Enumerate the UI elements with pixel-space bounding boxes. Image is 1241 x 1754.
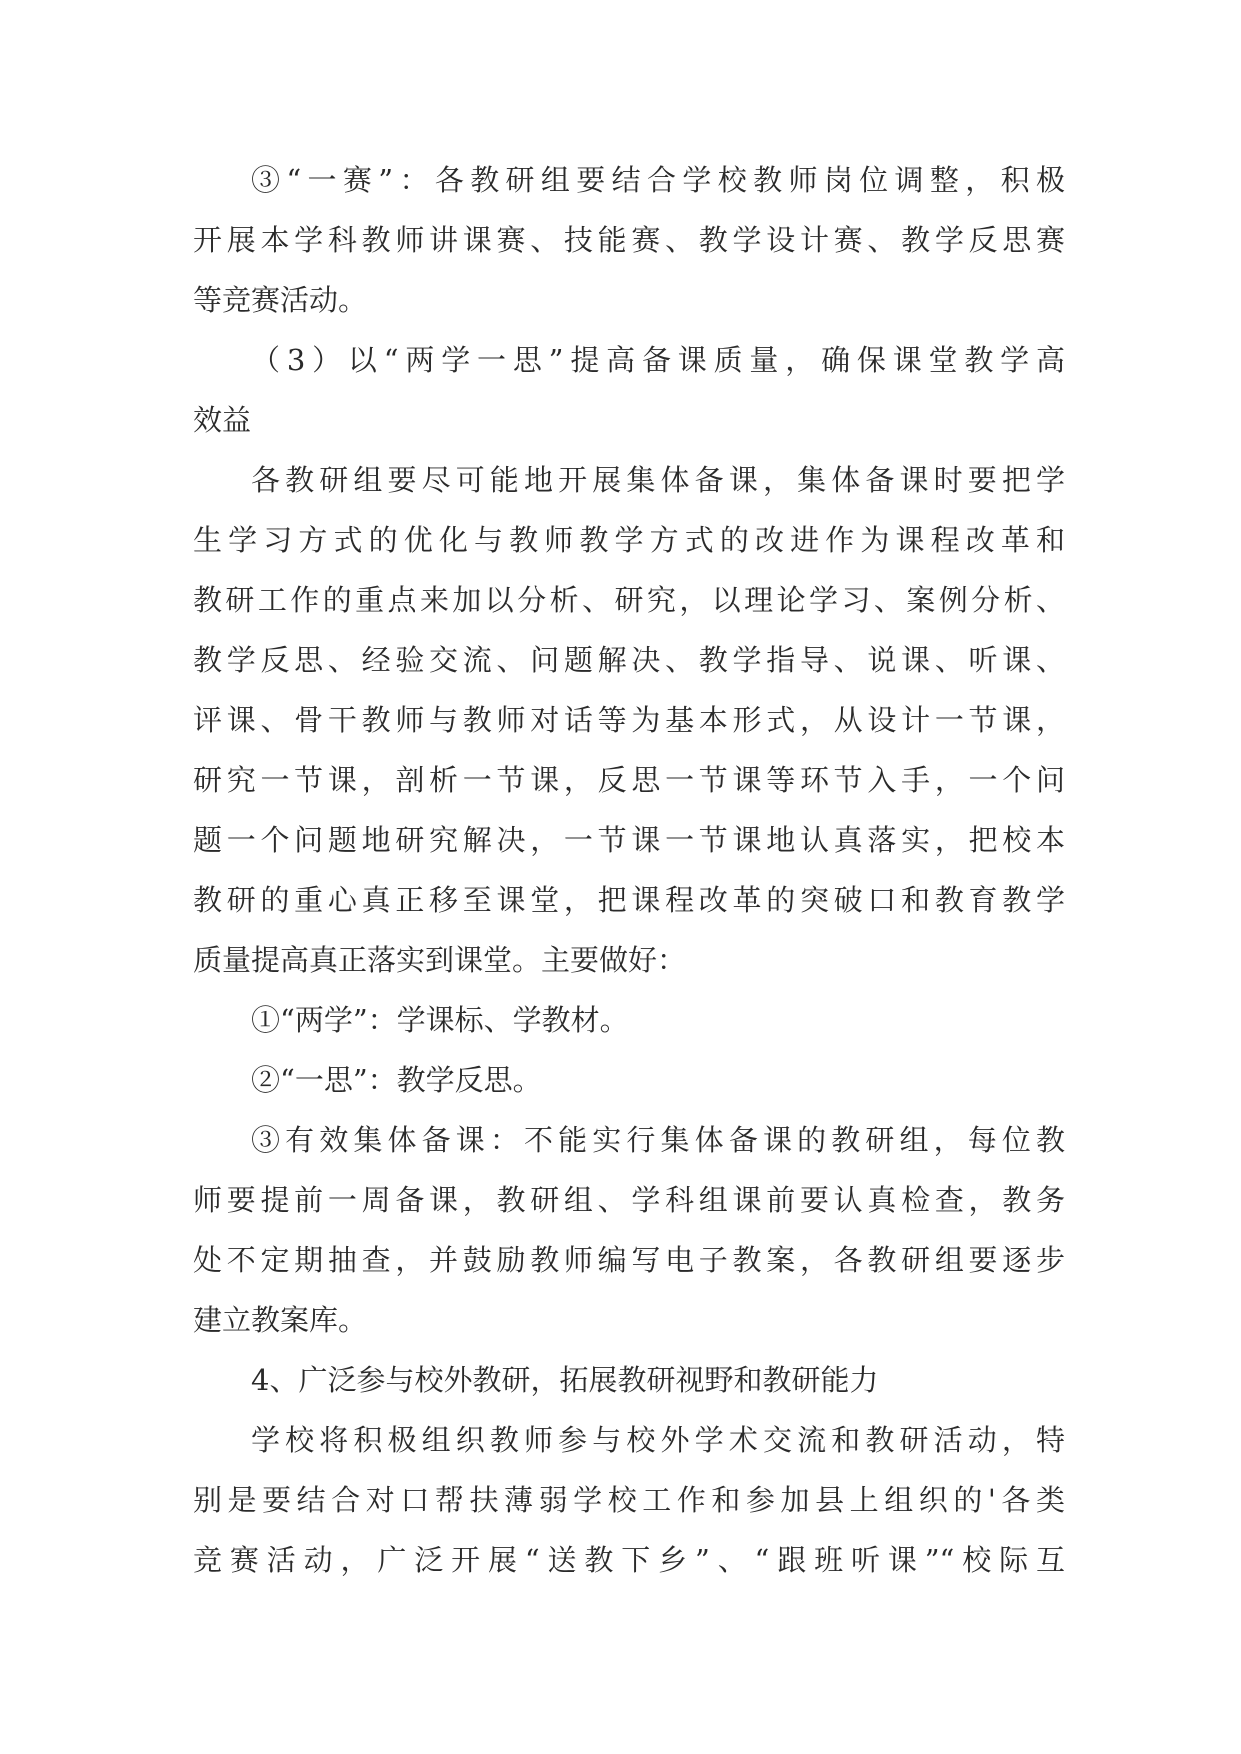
text-line: 师要提前一周备课，教研组、学科组课前要认真检查，教务: [193, 1183, 1065, 1217]
text-line: 生学习方式的优化与教师教学方式的改进作为课程改革和: [193, 523, 1065, 557]
list-item: ②“一思”：教学反思。: [251, 1063, 542, 1097]
text-line: 竞赛活动，广泛开展“送教下乡”、“跟班听课”“校际互: [193, 1543, 1065, 1577]
text-line: 别是要结合对口帮扶薄弱学校工作和参加县上组织的'各类: [193, 1483, 1065, 1517]
document-page: [193, 150, 1065, 1590]
section-heading-line: （3）以“两学一思”提高备课质量，确保课堂教学高: [251, 343, 1065, 377]
text-line: 研究一节课，剖析一节课，反思一节课等环节入手，一个问: [193, 763, 1065, 797]
text-line: 建立教案库。: [193, 1303, 368, 1337]
text-line: ③“一赛”：各教研组要结合学校教师岗位调整，积极: [251, 163, 1065, 197]
section-heading-line: 4、广泛参与校外教研，拓展教研视野和教研能力: [251, 1363, 879, 1397]
text-line: 开展本学科教师讲课赛、技能赛、教学设计赛、教学反思赛: [193, 223, 1065, 257]
text-line: 各教研组要尽可能地开展集体备课，集体备课时要把学: [251, 463, 1065, 497]
text-line: 处不定期抽查，并鼓励教师编写电子教案，各教研组要逐步: [193, 1243, 1065, 1277]
text-line: 学校将积极组织教师参与校外学术交流和教研活动，特: [251, 1423, 1065, 1457]
text-line: 教研的重心真正移至课堂，把课程改革的突破口和教育教学: [193, 883, 1065, 917]
text-line: 评课、骨干教师与教师对话等为基本形式，从设计一节课，: [193, 703, 1065, 737]
text-line: 教学反思、经验交流、问题解决、教学指导、说课、听课、: [193, 643, 1065, 677]
list-item: ①“两学”：学课标、学教材。: [251, 1003, 629, 1037]
section-heading-line: 效益: [193, 403, 252, 437]
list-item: ③有效集体备课：不能实行集体备课的教研组，每位教: [251, 1123, 1065, 1157]
text-line: 题一个问题地研究解决，一节课一节课地认真落实，把校本: [193, 823, 1065, 857]
text-line: 等竞赛活动。: [193, 283, 368, 317]
text-line: 教研工作的重点来加以分析、研究，以理论学习、案例分析、: [193, 583, 1065, 617]
text-line: 质量提高真正落实到课堂。主要做好：: [193, 943, 687, 977]
